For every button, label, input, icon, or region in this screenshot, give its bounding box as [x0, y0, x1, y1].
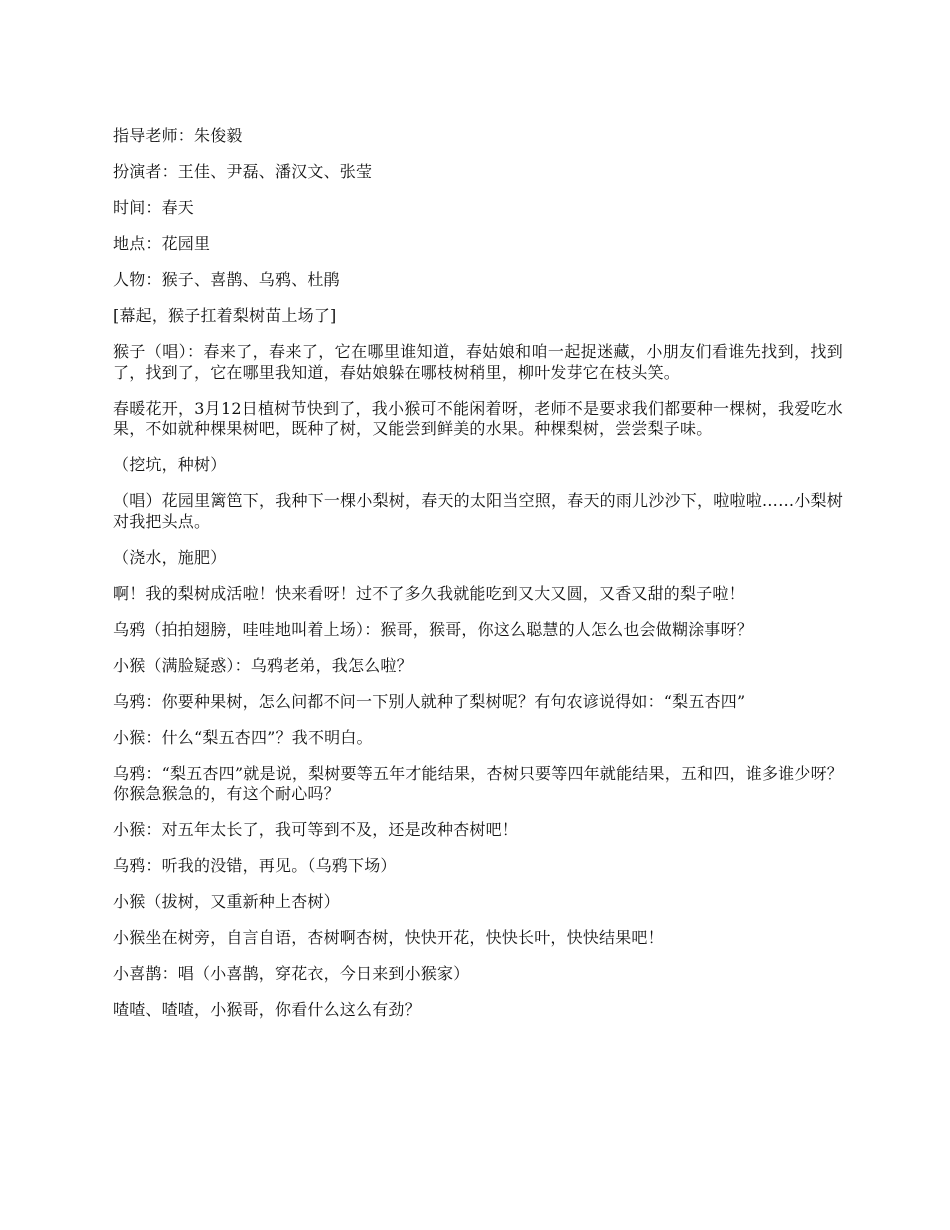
dialogue-paragraph: 喳喳、喳喳，小猴哥，你看什么这么有劲？ — [113, 1000, 421, 1019]
dialogue-paragraph: 春暖花开，3月12日植树节快到了，我小猴可不能闲着呀，老师不是要求我们都要种一棵树，我爱吃水果，不如就种棵果树吧，既种了树，又能尝到鲜美的水果。种棵梨树，尝尝梨子味。 — [113, 398, 843, 438]
dialogue-paragraph: （唱）花园里篱笆下，我种下一棵小梨树，春天的太阳当空照，春天的雨儿沙沙下，啦啦啦……小梨树对我把头点。 — [113, 491, 843, 531]
dialogue-paragraph: 小猴（满脸疑惑）：乌鸦老弟，我怎么啦？ — [113, 655, 413, 675]
stage-direction: 小猴（拔树，又重新种上杏树） — [113, 892, 340, 911]
dialogue-paragraph: 乌鸦：你要种果树，怎么问都不问一下别人就种了梨树呢？有句农谚说得如：“梨五杏四” — [113, 691, 746, 711]
dialogue-paragraph: 小猴坐在树旁，自言自语，杏树啊杏树，快快开花，快快长叶，快快结果吧！ — [113, 928, 664, 947]
stage-direction: [幕起，猴子扛着梨树苗上场了] — [113, 306, 337, 325]
dialogue-paragraph: 啊！我的梨树成活啦！快来看呀！过不了多久我就能吃到又大又圆，又香又甜的梨子啦！ — [113, 583, 745, 603]
dialogue-paragraph: 小猴：对五年太长了，我可等到不及，还是改种杏树吧！ — [113, 820, 519, 839]
time-line: 时间：春天 — [113, 198, 195, 217]
dialogue-paragraph: 小喜鹊：唱（小喜鹊，穿花衣，今日来到小猴家） — [113, 964, 470, 983]
dialogue-paragraph: 乌鸦：听我的没错，再见。（乌鸦下场） — [113, 856, 397, 875]
location-line: 地点：花园里 — [113, 234, 211, 253]
dialogue-paragraph: 猴子（唱）：春来了，春来了，它在哪里谁知道，春姑娘和咱一起捉迷藏，小朋友们看谁先找到，找到了，找到了，它在哪里我知道，春姑娘躲在哪枝树稍里，柳叶发芽它在枝头笑。 — [113, 342, 843, 382]
characters-line: 人物：猴子、喜鹊、乌鸦、杜鹃 — [113, 270, 340, 289]
stage-direction: （浇水，施肥） — [113, 547, 227, 567]
stage-direction: （挖坑，种树） — [113, 455, 227, 474]
dialogue-paragraph: 小猴：什么“梨五杏四”？我不明白。 — [113, 727, 373, 747]
dialogue-paragraph: 乌鸦（拍拍翅膀，哇哇地叫着上场）：猴哥，猴哥，你这么聪慧的人怎么也会做糊涂事呀？ — [113, 619, 754, 639]
cast-line: 扮演者：王佳、尹磊、潘汉文、张莹 — [113, 162, 373, 181]
instructor-line: 指导老师：朱俊毅 — [113, 126, 243, 145]
document-page — [113, 126, 843, 1036]
dialogue-paragraph: 乌鸦：“梨五杏四”就是说，梨树要等五年才能结果，杏树只要等四年就能结果，五和四，谁多谁少呀？你猴急猴急的，有这个耐心吗？ — [113, 763, 843, 803]
